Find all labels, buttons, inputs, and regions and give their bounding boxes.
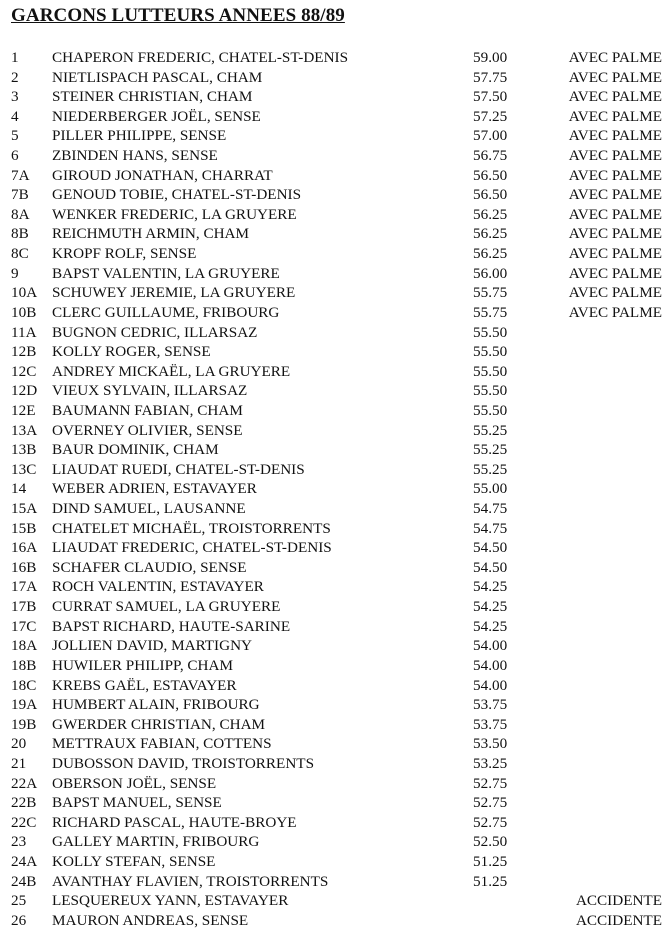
rank-cell: 1 — [11, 49, 19, 66]
rank-cell: 7B — [11, 186, 29, 204]
result-row — [0, 636, 670, 656]
score-cell: 54.75 — [473, 519, 508, 537]
page-title: GARCONS LUTTEURS ANNEES 88/89 — [11, 5, 345, 26]
rank-cell: 10B — [11, 303, 37, 321]
name-cell: STEINER CHRISTIAN, CHAM — [52, 88, 253, 106]
rank-cell: 13A — [11, 421, 38, 439]
result-row — [0, 479, 670, 499]
note-cell: AVEC PALME — [568, 303, 662, 321]
name-cell: HUWILER PHILIPP, CHAM — [52, 656, 233, 674]
rank-cell: 5 — [11, 127, 19, 145]
rank-cell: 19B — [11, 715, 37, 733]
rank-cell: 17B — [11, 598, 37, 616]
rank-cell: 10A — [11, 284, 38, 302]
name-cell: OBERSON JOËL, SENSE — [52, 774, 217, 792]
name-cell: OVERNEY OLIVIER, SENSE — [52, 421, 243, 439]
score-cell: 55.75 — [473, 303, 508, 321]
note-cell: AVEC PALME — [568, 245, 662, 263]
score-cell: 53.25 — [473, 754, 508, 772]
score-cell: 52.50 — [473, 833, 508, 851]
rank-cell: 8A — [11, 205, 30, 223]
note-cell: AVEC PALME — [568, 49, 662, 66]
score-cell: 54.25 — [473, 598, 508, 616]
note-cell: AVEC PALME — [568, 166, 662, 184]
score-cell: 57.25 — [473, 107, 508, 125]
score-cell: 55.50 — [473, 362, 508, 380]
name-cell: CHATELET MICHAËL, TROISTORRENTS — [52, 519, 331, 537]
name-cell: LESQUEREUX YANN, ESTAVAYER — [52, 892, 289, 910]
score-cell: 52.75 — [473, 794, 508, 812]
result-row — [0, 734, 670, 754]
name-cell: BAUMANN FABIAN, CHAM — [52, 401, 243, 419]
name-cell: AVANTHAY FLAVIEN, TROISTORRENTS — [52, 872, 329, 890]
result-row — [0, 107, 670, 127]
rank-cell: 7A — [11, 166, 30, 184]
rank-cell: 23 — [11, 833, 27, 851]
score-cell: 54.50 — [473, 558, 508, 576]
note-cell: AVEC PALME — [568, 147, 662, 165]
result-row — [0, 126, 670, 146]
note-cell: AVEC PALME — [568, 127, 662, 145]
name-cell: REICHMUTH ARMIN, CHAM — [52, 225, 250, 243]
result-row — [0, 852, 670, 872]
rank-cell: 15B — [11, 519, 37, 537]
name-cell: SCHUWEY JEREMIE, LA GRUYERE — [52, 284, 296, 302]
score-cell: 56.25 — [473, 225, 508, 243]
rank-cell: 20 — [11, 735, 27, 753]
name-cell: HUMBERT ALAIN, FRIBOURG — [52, 696, 260, 714]
score-cell: 53.75 — [473, 715, 508, 733]
name-cell: LIAUDAT RUEDI, CHATEL-ST-DENIS — [52, 460, 305, 478]
note-cell: AVEC PALME — [568, 88, 662, 106]
name-cell: CHAPERON FREDERIC, CHATEL-ST-DENIS — [52, 49, 349, 66]
result-row — [0, 519, 670, 539]
name-cell: BAPST VALENTIN, LA GRUYERE — [52, 264, 280, 282]
name-cell: WENKER FREDERIC, LA GRUYERE — [52, 205, 297, 223]
score-cell: 56.50 — [473, 166, 508, 184]
name-cell: RICHARD PASCAL, HAUTE-BROYE — [52, 813, 297, 831]
result-row — [0, 872, 670, 892]
note-cell: AVEC PALME — [568, 68, 662, 86]
score-cell: 55.25 — [473, 460, 508, 478]
score-cell: 54.50 — [473, 539, 508, 557]
score-cell: 55.25 — [473, 441, 508, 459]
rank-cell: 13B — [11, 441, 37, 459]
result-row — [0, 303, 670, 323]
score-cell: 54.25 — [473, 578, 508, 596]
result-row — [0, 342, 670, 362]
score-cell: 56.25 — [473, 245, 508, 263]
score-cell: 54.75 — [473, 500, 508, 518]
score-cell: 53.50 — [473, 735, 508, 753]
result-row — [0, 911, 670, 931]
result-row — [0, 460, 670, 480]
name-cell: NIETLISPACH PASCAL, CHAM — [52, 68, 263, 86]
result-row — [0, 185, 670, 205]
rank-cell: 14 — [11, 480, 27, 498]
score-cell: 59.00 — [473, 49, 508, 66]
result-row — [0, 205, 670, 225]
rank-cell: 17A — [11, 578, 38, 596]
name-cell: WEBER ADRIEN, ESTAVAYER — [52, 480, 257, 498]
score-cell: 55.25 — [473, 421, 508, 439]
name-cell: DUBOSSON DAVID, TROISTORRENTS — [52, 754, 315, 772]
rank-cell: 22A — [11, 774, 38, 792]
results-list — [0, 48, 670, 930]
result-row — [0, 891, 670, 911]
score-cell: 56.00 — [473, 264, 508, 282]
name-cell: BUGNON CEDRIC, ILLARSAZ — [52, 323, 258, 341]
note-cell: AVEC PALME — [568, 225, 662, 243]
name-cell: BAPST RICHARD, HAUTE-SARINE — [52, 617, 291, 635]
score-cell: 57.50 — [473, 88, 508, 106]
name-cell: KOLLY ROGER, SENSE — [52, 343, 211, 361]
name-cell: LIAUDAT FREDERIC, CHATEL-ST-DENIS — [52, 539, 332, 557]
result-row — [0, 224, 670, 244]
note-cell: AVEC PALME — [568, 186, 662, 204]
name-cell: GIROUD JONATHAN, CHARRAT — [52, 166, 273, 184]
result-row — [0, 244, 670, 264]
score-cell: 55.75 — [473, 284, 508, 302]
name-cell: JOLLIEN DAVID, MARTIGNY — [52, 637, 253, 655]
rank-cell: 15A — [11, 500, 38, 518]
rank-cell: 12E — [11, 401, 36, 419]
rank-cell: 18B — [11, 656, 37, 674]
score-cell: 56.50 — [473, 186, 508, 204]
name-cell: BAUR DOMINIK, CHAM — [52, 441, 219, 459]
result-row — [0, 362, 670, 382]
result-row — [0, 499, 670, 519]
name-cell: MAURON ANDREAS, SENSE — [52, 911, 249, 929]
score-cell: 55.00 — [473, 480, 508, 498]
note-cell: AVEC PALME — [568, 107, 662, 125]
score-cell: 57.75 — [473, 68, 508, 86]
result-row — [0, 695, 670, 715]
name-cell: GENOUD TOBIE, CHATEL-ST-DENIS — [52, 186, 302, 204]
rank-cell: 25 — [11, 892, 27, 910]
result-row — [0, 146, 670, 166]
result-row — [0, 813, 670, 833]
name-cell: METTRAUX FABIAN, COTTENS — [52, 735, 272, 753]
result-row — [0, 264, 670, 284]
name-cell: VIEUX SYLVAIN, ILLARSAZ — [52, 382, 248, 400]
rank-cell: 16B — [11, 558, 37, 576]
name-cell: BAPST MANUEL, SENSE — [52, 794, 222, 812]
name-cell: ROCH VALENTIN, ESTAVAYER — [52, 578, 264, 596]
result-row — [0, 323, 670, 343]
score-cell: 54.00 — [473, 676, 508, 694]
name-cell: GWERDER CHRISTIAN, CHAM — [52, 715, 266, 733]
result-row — [0, 68, 670, 88]
score-cell: 54.25 — [473, 617, 508, 635]
rank-cell: 8B — [11, 225, 29, 243]
name-cell: CLERC GUILLAUME, FRIBOURG — [52, 303, 280, 321]
score-cell: 54.00 — [473, 656, 508, 674]
result-row — [0, 421, 670, 441]
name-cell: KOLLY STEFAN, SENSE — [52, 852, 216, 870]
score-cell: 55.50 — [473, 401, 508, 419]
result-row — [0, 48, 670, 68]
rank-cell: 11A — [11, 323, 37, 341]
result-row — [0, 617, 670, 637]
score-cell: 52.75 — [473, 813, 508, 831]
note-cell: AVEC PALME — [568, 284, 662, 302]
rank-cell: 18A — [11, 637, 38, 655]
note-cell: ACCIDENTE — [575, 911, 662, 929]
result-row — [0, 715, 670, 735]
score-cell: 55.50 — [473, 343, 508, 361]
rank-cell: 24A — [11, 852, 38, 870]
result-row — [0, 597, 670, 617]
score-cell: 52.75 — [473, 774, 508, 792]
note-cell: AVEC PALME — [568, 264, 662, 282]
name-cell: CURRAT SAMUEL, LA GRUYERE — [52, 598, 281, 616]
result-row — [0, 793, 670, 813]
result-row — [0, 538, 670, 558]
rank-cell: 12C — [11, 362, 37, 380]
result-row — [0, 87, 670, 107]
result-row — [0, 401, 670, 421]
rank-cell: 24B — [11, 872, 37, 890]
name-cell: GALLEY MARTIN, FRIBOURG — [52, 833, 260, 851]
rank-cell: 12D — [11, 382, 38, 400]
score-cell: 53.75 — [473, 696, 508, 714]
result-row — [0, 754, 670, 774]
name-cell: PILLER PHILIPPE, SENSE — [52, 127, 227, 145]
result-row — [0, 832, 670, 852]
score-cell: 56.25 — [473, 205, 508, 223]
score-cell: 51.25 — [473, 852, 508, 870]
score-cell: 57.00 — [473, 127, 508, 145]
rank-cell: 3 — [11, 88, 19, 106]
score-cell: 56.75 — [473, 147, 508, 165]
result-row — [0, 774, 670, 794]
rank-cell: 16A — [11, 539, 38, 557]
score-cell: 54.00 — [473, 637, 508, 655]
rank-cell: 13C — [11, 460, 37, 478]
name-cell: SCHAFER CLAUDIO, SENSE — [52, 558, 247, 576]
rank-cell: 21 — [11, 754, 27, 772]
rank-cell: 22B — [11, 794, 37, 812]
rank-cell: 12B — [11, 343, 37, 361]
result-row — [0, 166, 670, 186]
rank-cell: 17C — [11, 617, 37, 635]
result-row — [0, 440, 670, 460]
name-cell: ZBINDEN HANS, SENSE — [52, 147, 218, 165]
rank-cell: 26 — [11, 911, 27, 929]
rank-cell: 4 — [11, 107, 19, 125]
score-cell: 55.50 — [473, 382, 508, 400]
note-cell: ACCIDENTE — [575, 892, 662, 910]
rank-cell: 19A — [11, 696, 38, 714]
rank-cell: 2 — [11, 68, 19, 86]
result-row — [0, 283, 670, 303]
rank-cell: 22C — [11, 813, 37, 831]
rank-cell: 18C — [11, 676, 37, 694]
rank-cell: 6 — [11, 147, 19, 165]
name-cell: KREBS GAËL, ESTAVAYER — [52, 676, 237, 694]
name-cell: NIEDERBERGER JOËL, SENSE — [52, 107, 261, 125]
name-cell: KROPF ROLF, SENSE — [52, 245, 197, 263]
name-cell: ANDREY MICKAËL, LA GRUYERE — [52, 362, 291, 380]
result-row — [0, 656, 670, 676]
name-cell: DIND SAMUEL, LAUSANNE — [52, 500, 246, 518]
score-cell: 51.25 — [473, 872, 508, 890]
result-row — [0, 558, 670, 578]
note-cell: AVEC PALME — [568, 205, 662, 223]
result-row — [0, 577, 670, 597]
score-cell: 55.50 — [473, 323, 508, 341]
result-row — [0, 676, 670, 696]
result-row — [0, 381, 670, 401]
rank-cell: 9 — [11, 264, 19, 282]
rank-cell: 8C — [11, 245, 29, 263]
